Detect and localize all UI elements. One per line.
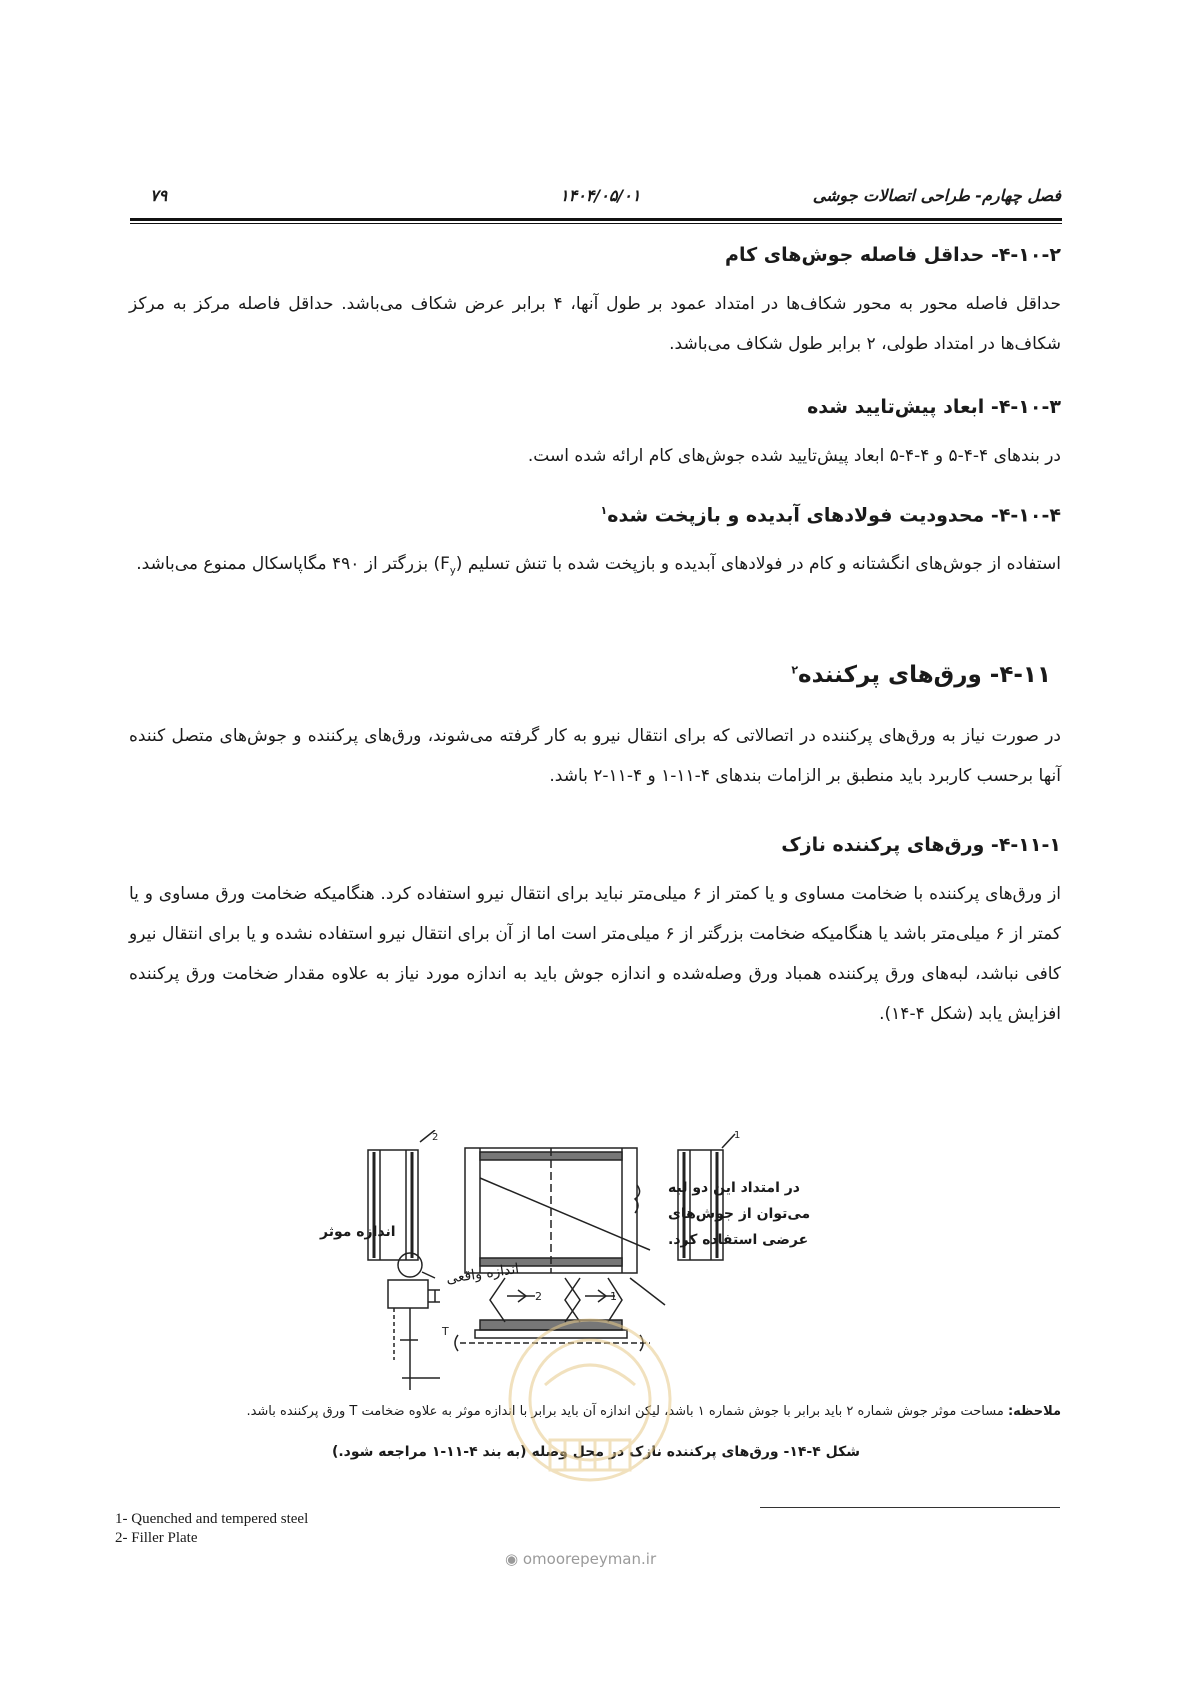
watermark-logo-icon xyxy=(495,1290,685,1510)
watermark-url: ◉ omoorepeyman.ir xyxy=(505,1550,657,1568)
note-text: مساحت موثر جوش شماره ۲ باید برابر با جوش شماره ۱ باشد، لیکن اندازه آن باید برابر با اندازه موثر به علاوه ضخامت T ورق پرکننده باشد. xyxy=(246,1404,1008,1419)
label-edges-line3: عرضی استفاده کرد. xyxy=(668,1232,809,1248)
weld-label-1: 1 xyxy=(610,1290,617,1303)
weld-label-2: 2 xyxy=(535,1290,542,1303)
callout-2: 2 xyxy=(432,1132,439,1143)
footnote-mark-1: ۱ xyxy=(600,504,608,517)
section-heading-4-10-2: ۴-۱۰-۲- حداقل فاصله جوش‌های کام xyxy=(725,244,1061,266)
running-header-date: ۱۴۰۴/۰۵/۰۱ xyxy=(560,186,641,205)
section-heading-4-10-4 xyxy=(129,504,1061,526)
yield-subscript: y xyxy=(449,565,456,577)
section-body-4-10-4 xyxy=(129,544,1061,591)
thickness-symbol: T xyxy=(442,1325,449,1338)
section-body-4-11-1: از ورق‌های پرکننده با ضخامت مساوی و یا کمتر از ۶ میلی‌متر نباید برای انتقال نیرو استفاده کرد. هنگامیکه ضخامت ورق مساوی و یا کمتر از ۶ میلی‌متر باشد یا هنگامیکه ضخامت بزرگتر از ۶ میلی‌متر است اما از آن برای انتقال نیرو استفاده نشده و یا برای انتقال نیرو کافی نباشد، لبه‌های ورق پرکننده همباد ورق وصله‌شده و اندازه جوش باید به اندازه مورد نیاز به علاوه مقدار ضخامت ورق پرکننده افزایش یابد (شکل ۴-۱۴). xyxy=(129,884,1061,1024)
body-text-part1: استفاده از جوش‌های انگشتانه و کام در فولادهای آبدیده و بازپخت شده با تنش تسلیم (F xyxy=(440,554,1061,574)
callout-1: 1 xyxy=(734,1130,741,1141)
label-edges-line1: در امتداد این دو لبه xyxy=(668,1180,800,1196)
label-edges-line2: می‌توان از جوش‌های xyxy=(668,1206,811,1222)
section-heading-4-11 xyxy=(119,662,1051,688)
page-number: ۷۹ xyxy=(150,186,168,205)
footnote-2: 2- Filler Plate xyxy=(115,1530,198,1546)
note-label: ملاحظه: xyxy=(1007,1404,1061,1419)
label-actual-size: اندازه واقعی xyxy=(445,1260,521,1288)
body-text-part2: ) بزرگتر از ۴۹۰ مگاپاسکال ممنوع می‌باشد. xyxy=(136,554,441,574)
label-effective-size: اندازه موثر xyxy=(320,1224,396,1240)
section-heading-4-10-3: ۴-۱۰-۳- ابعاد پیش‌تایید شده xyxy=(807,396,1061,418)
section-body-4-10-2: حداقل فاصله محور به محور شکاف‌ها در امتداد عمود بر طول آنها، ۴ برابر عرض شکاف می‌باشد. حداقل فاصله مرکز به مرکز شکاف‌ها در امتداد طولی، ۲ برابر طول شکاف می‌باشد. xyxy=(129,294,1061,354)
footnote-rule xyxy=(760,1507,1060,1508)
section-body-4-11: در صورت نیاز به ورق‌های پرکننده در اتصالاتی که برای انتقال نیرو به کار گرفته می‌شوند، ورق‌های پرکننده و جوش‌های متصل کننده آنها برحسب کاربرد باید منطبق بر الزامات بندهای ۴-۱۱-۱ و ۴-۱۱-۲ باشد. xyxy=(129,726,1061,786)
section-heading-4-11-1: ۴-۱۱-۱- ورق‌های پرکننده نازک xyxy=(781,834,1061,856)
watermark-url-text: omoorepeyman.ir xyxy=(522,1550,657,1568)
heading-text: ۴-۱۱- ورق‌های پرکننده xyxy=(798,662,1051,688)
footnote-1: 1- Quenched and tempered steel xyxy=(115,1511,309,1527)
header-rule-thin xyxy=(130,223,1062,224)
heading-text: ۴-۱۰-۴- محدودیت فولادهای آبدیده و بازپخت شده xyxy=(607,504,1061,527)
section-body-4-10-3: در بندهای ۴-۴-۵ و ۴-۴-۵ ابعاد پیش‌تایید شده جوش‌های کام ارائه شده است. xyxy=(527,446,1061,466)
running-header-chapter: فصل چهارم- طراحی اتصالات جوشی xyxy=(812,186,1061,205)
header-rule-thick xyxy=(130,218,1062,221)
figure-caption: شکل ۴-۱۴- ورق‌های پرکننده نازک در محل وصله (به بند ۴-۱۱-۱ مراجعه شود.) xyxy=(331,1444,861,1460)
footnote-mark-2: ۲ xyxy=(791,663,799,677)
